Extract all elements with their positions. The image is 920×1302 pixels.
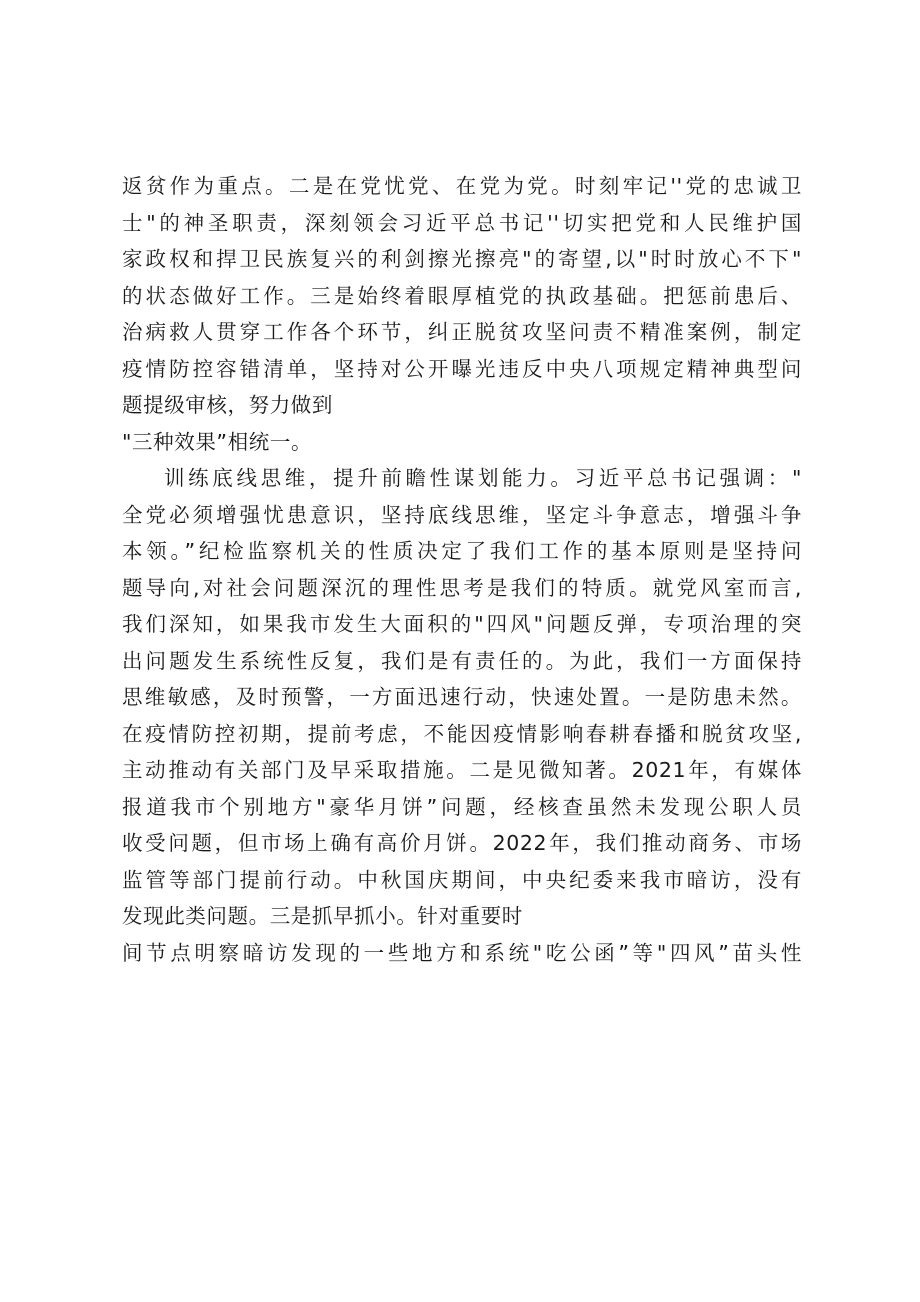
text-line: 的状态做好工作。三是始终着眼厚植党的执政基础。把惩前患后、 xyxy=(122,283,802,308)
text-line: "三种效果”相统一。 xyxy=(122,429,313,454)
text-line: 我们深知，如果我市发生大面积的"四风"问题反弹，专项治理的突 xyxy=(122,612,802,636)
text-line: 全党必须增强忧患意识，坚持底线思维，坚定斗争意志，增强斗争 xyxy=(122,502,802,527)
text-line: 题提级审核，努力做到 xyxy=(122,393,333,417)
text-line: 收受问题，但市场上确有高价月饼。2022年，我们推动商务、市场 xyxy=(122,831,802,855)
text-line: 主动推动有关部门及早采取措施。二是见微知著。2021年，有媒体 xyxy=(122,758,802,782)
text-line: 思维敏感，及时预警，一方面迅速行动，快速处置。一是防患未然。 xyxy=(122,685,802,709)
text-line: 治病救人贯穿工作各个环节，纠正脱贫攻坚问责不精准案例，制定 xyxy=(122,320,802,344)
text-line: 本领。”纪检监察机关的性质决定了我们工作的基本原则是坚持问 xyxy=(122,539,802,563)
paragraph-first-line: 训练底线思维，提升前瞻性谋划能力。习近平总书记强调：" xyxy=(164,466,802,490)
text-line: 在疫情防控初期，提前考虑，不能因疫情影响春耕春播和脱贫攻坚, xyxy=(122,721,802,746)
text-line: 家政权和捍卫民族复兴的利剑擦光擦亮"的寄望,以"时时放心不下" xyxy=(122,247,802,271)
text-line: 报道我市个别地方"豪华月饼”问题，经核查虽然未发现公职人员 xyxy=(122,794,802,819)
text-line: 发现此类问题。三是抓早抓小。针对重要时 xyxy=(122,904,523,928)
text-line: 题导向,对社会问题深沉的理性思考是我们的特质。就党风室而言, xyxy=(122,575,802,600)
text-line: 返贫作为重点。二是在党忧党、在党为党。时刻牢记''党的忠诚卫 xyxy=(122,174,802,198)
text-line: 士"的神圣职责，深刻领会习近平总书记''切实把党和人民维护国 xyxy=(122,210,802,235)
text-line: 间节点明察暗访发现的一些地方和系统"吃公函”等"四风”苗头性 xyxy=(122,940,802,965)
body-text xyxy=(122,168,802,971)
text-line: 出问题发生系统性反复，我们是有责任的。为此，我们一方面保持 xyxy=(122,648,802,673)
text-line: 疫情防控容错清单，坚持对公开曝光违反中央八项规定精神典型问 xyxy=(122,356,802,381)
text-line: 监管等部门提前行动。中秋国庆期间，中央纪委来我市暗访，没有 xyxy=(122,867,802,892)
